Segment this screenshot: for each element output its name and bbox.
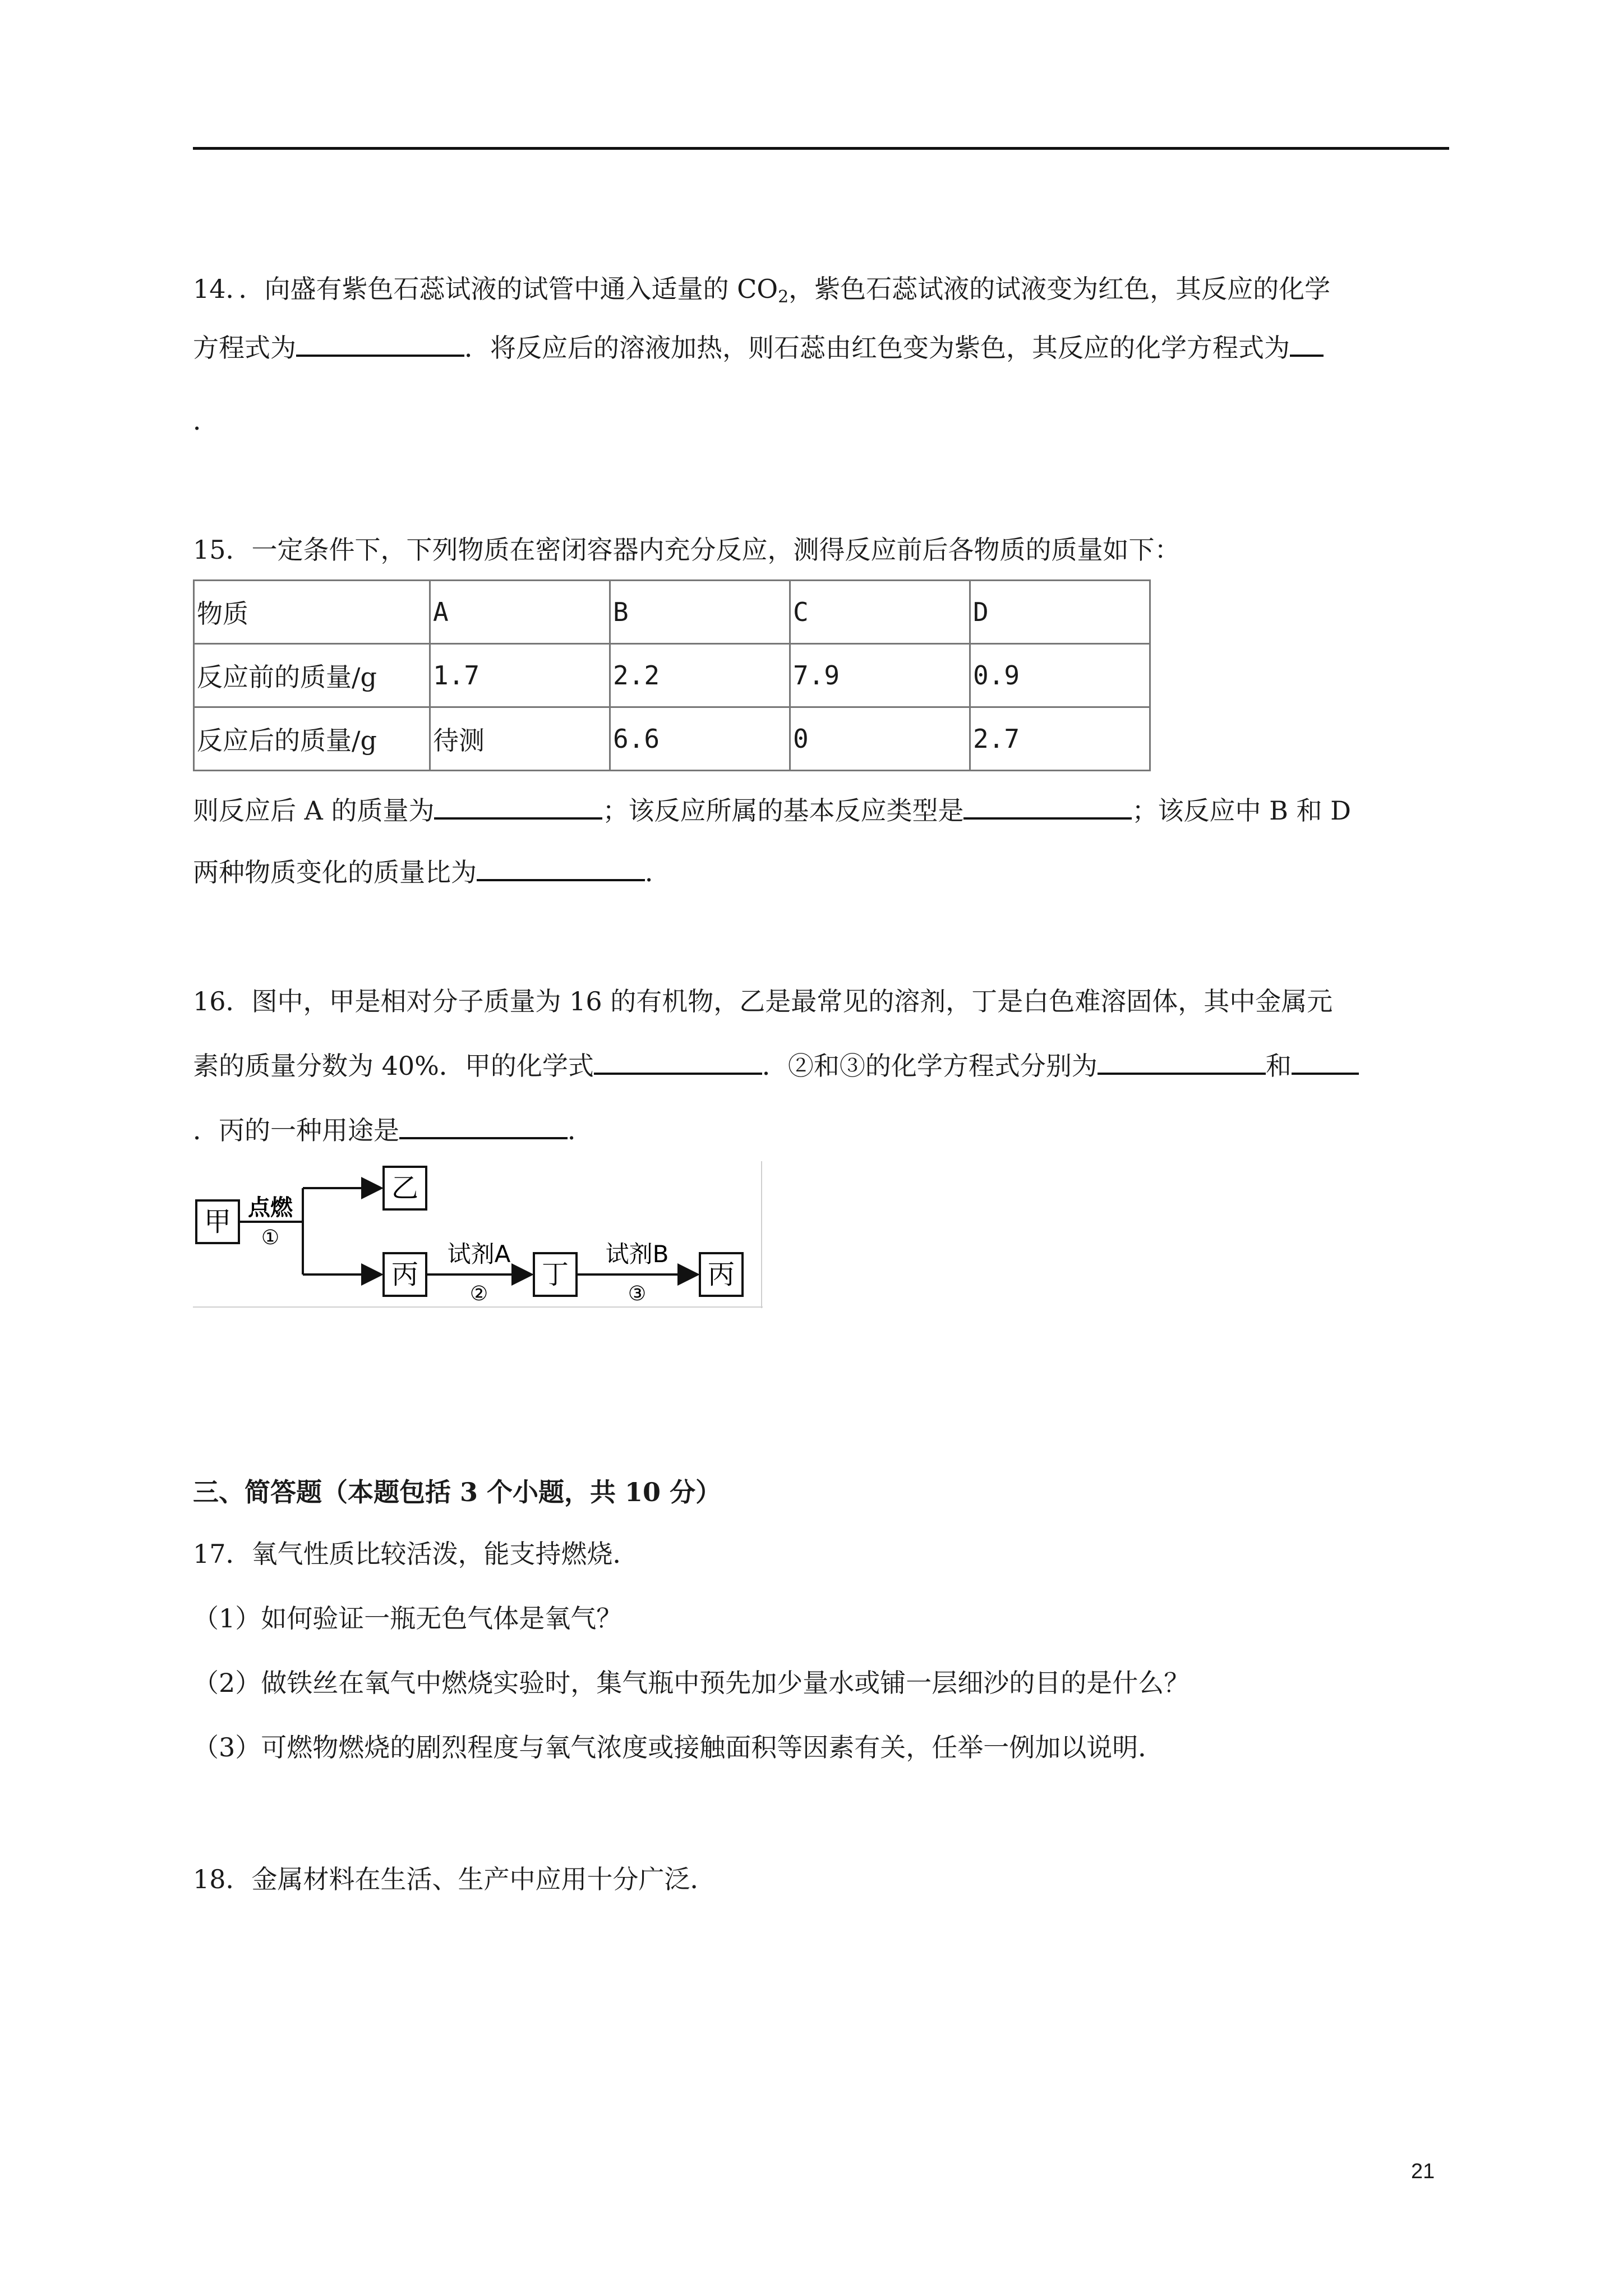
page-number: 21 [1411,2160,1435,2183]
ignite-label: 点燃 [248,1195,293,1221]
q14-text-d: ．将反应后的溶液加热，则石蕊由红色变为紫色，其反应的化学方程式为 [464,333,1290,363]
reaction-flow-diagram [193,1161,763,1308]
table-header-cell: 物质 [194,581,430,644]
header-rule [193,147,1449,150]
box-yi [384,1167,426,1209]
q16-text-c: 和 [1265,1051,1292,1081]
box-jia [196,1200,239,1243]
q15-answer-blank-1[interactable] [434,793,602,820]
table-cell: 7.9 [790,644,970,707]
box-bing-2 [700,1253,743,1296]
table-header-cell: A [430,581,610,644]
q15-text-b: ；该反应所属的基本反应类型是 [602,795,964,826]
q17-part-3: （3）可燃物燃烧的剧烈程度与氧气浓度或接触面积等因素有关，任举一例加以说明． [193,1732,1164,1763]
q16-text-b: ．②和③的化学方程式分别为 [762,1051,1098,1081]
q16-text-d: ．丙的一种用途是 [193,1115,399,1145]
table-cell: 反应后的质量/g [194,707,430,771]
q14-answer-blank-2[interactable] [1290,330,1324,357]
q16-line-3 [193,1111,593,1150]
q14-text-b: ，紫色石蕊试液的试液变为红色，其反应的化学 [789,274,1331,304]
mass-table [193,579,1151,771]
q14-line-3: ． [193,406,219,436]
reagent-a-label: 试剂A [447,1240,511,1268]
box-bing-2-label: 丙 [707,1259,735,1290]
q15-text-e: ． [645,857,671,887]
q15-line-1 [193,791,1351,830]
table-header-cell: B [610,581,790,644]
q16-text-a: 素的质量分数为 40%．甲的化学式 [193,1051,594,1081]
table-row [194,644,1150,707]
q16-text-e: ． [568,1115,593,1145]
q17-stem: 17．氧气性质比较活泼，能支持燃烧． [193,1539,639,1569]
q14-line-1 [193,269,1330,317]
q15-answer-blank-3[interactable] [477,854,645,881]
table-cell: 6.6 [610,707,790,771]
q18-stem: 18．金属材料在生活、生产中应用十分广泛． [193,1864,716,1894]
q17-part-1: （1）如何验证一瓶无色气体是氧气？ [193,1603,623,1634]
q17-part-2: （2）做铁丝在氧气中燃烧实验时，集气瓶中预先加少量水或铺一层细沙的目的是什么？ [193,1668,1190,1698]
box-ding-label: 丁 [541,1259,569,1290]
table-header-cell: D [970,581,1150,644]
reagent-b-label: 试剂B [605,1240,669,1268]
q15-text-a: 则反应后 A 的质量为 [193,795,435,826]
step-3-marker: ③ [628,1282,647,1305]
step-1-marker: ① [261,1226,280,1249]
table-cell: 2.2 [610,644,790,707]
table-cell: 1.7 [430,644,610,707]
table-row [194,707,1150,771]
q16-answer-blank-3[interactable] [1292,1048,1359,1075]
q14-answer-blank-1[interactable] [296,330,464,357]
q15-text-d: 两种物质变化的质量比为 [193,857,477,887]
table-cell: 反应前的质量/g [194,644,430,707]
section-3-heading: 三、简答题（本题包括 3 个小题，共 10 分） [193,1477,722,1507]
q15-answer-blank-2[interactable] [963,793,1132,820]
q14-line-2 [193,328,1324,367]
q14-text-a: 14．．向盛有紫色石蕊试液的试管中通入适量的 CO [193,274,778,304]
q16-line-2 [193,1046,1359,1085]
q16-answer-blank-1[interactable] [594,1048,762,1075]
table-cell: 待测 [430,707,610,771]
table-header-cell: C [790,581,970,644]
q16-answer-blank-4[interactable] [399,1112,568,1139]
box-yi-label: 乙 [391,1172,419,1204]
box-bing-1 [384,1253,426,1296]
q16-answer-blank-2[interactable] [1098,1048,1266,1075]
box-ding [534,1253,577,1296]
q15-intro: 15．一定条件下，下列物质在密闭容器内充分反应，测得反应前后各物质的质量如下： [193,535,1181,565]
q16-line-1: 16．图中，甲是相对分子质量为 16 的有机物，乙是最常见的溶剂，丁是白色难溶固体，其中金属元 [193,986,1333,1016]
table-header-row [194,581,1150,644]
table-cell: 2.7 [970,707,1150,771]
table-cell: 0.9 [970,644,1150,707]
box-bing-1-label: 丙 [391,1259,419,1290]
step-2-marker: ② [469,1282,488,1305]
box-jia-label: 甲 [204,1206,232,1237]
q15-text-c: ；该反应中 B 和 D [1132,795,1352,826]
q14-co2-subscript: 2 [778,287,789,307]
table-cell: 0 [790,707,970,771]
q14-text-c: 方程式为 [193,333,296,363]
q15-line-2 [193,853,671,892]
